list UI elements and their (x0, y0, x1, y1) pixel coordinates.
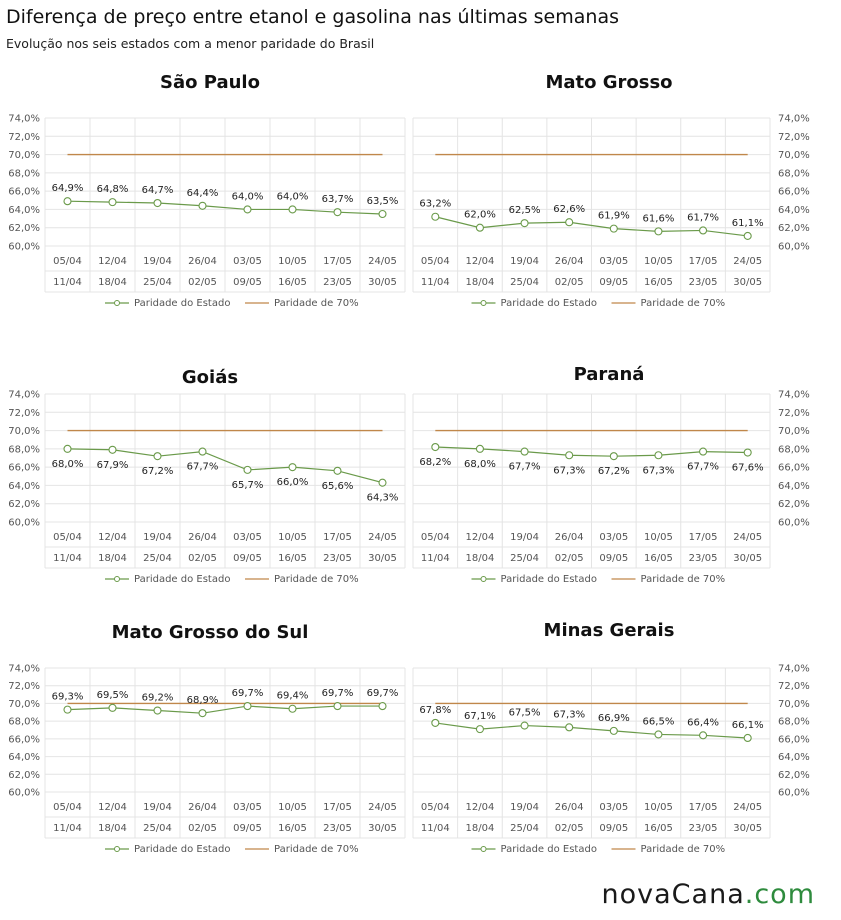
y-tick-label: 62,0% (8, 223, 40, 235)
data-point (244, 466, 251, 473)
data-point (289, 705, 296, 712)
y-tick-label: 60,0% (8, 517, 40, 529)
legend-label-reference: Paridade de 70% (640, 298, 726, 309)
x-tick-label: 26/04 (188, 802, 217, 813)
legend-marker-state (115, 577, 120, 582)
chart-6 (413, 620, 810, 855)
x-tick-label: 26/04 (554, 802, 584, 813)
data-point (199, 710, 206, 717)
data-label: 64,4% (186, 187, 219, 199)
data-point (244, 703, 251, 710)
data-label: 69,4% (276, 690, 309, 702)
y-tick-label: 72,0% (8, 131, 40, 143)
x-tick-label: 26/04 (188, 256, 217, 267)
legend-label-reference: Paridade de 70% (640, 574, 726, 585)
data-point (432, 719, 439, 726)
chart-title: Mato Grosso (545, 72, 673, 93)
y-tick-label: 64,0% (778, 752, 810, 764)
x-tick-label: 30/05 (368, 553, 397, 564)
data-point (379, 479, 386, 486)
x-tick-label: 02/05 (554, 277, 584, 288)
data-label: 67,1% (464, 711, 496, 723)
data-point (64, 198, 71, 205)
data-label: 69,7% (366, 688, 399, 700)
data-point (334, 209, 341, 216)
x-tick-label: 12/04 (98, 532, 127, 543)
x-tick-label: 05/04 (420, 256, 450, 267)
data-point (476, 445, 483, 452)
legend-marker-state (115, 847, 120, 852)
y-tick-label: 70,0% (8, 698, 40, 710)
y-tick-label: 64,0% (778, 204, 810, 216)
data-label: 66,0% (276, 477, 309, 489)
y-tick-label: 66,0% (778, 186, 810, 198)
data-point (289, 464, 296, 471)
data-point (700, 732, 707, 739)
data-label: 65,6% (321, 480, 354, 492)
y-tick-label: 64,0% (8, 480, 40, 492)
data-point (655, 731, 662, 738)
y-tick-label: 72,0% (8, 407, 40, 419)
legend-label-state: Paridade do Estado (500, 844, 597, 855)
page-subtitle: Evolução nos seis estados com a menor paridade do Brasil (6, 36, 375, 51)
x-tick-label: 23/05 (688, 277, 718, 288)
x-tick-label: 25/04 (143, 553, 172, 564)
x-tick-label: 09/05 (233, 277, 262, 288)
chart-3 (8, 367, 405, 585)
logo-text-domain: .com (744, 879, 815, 910)
x-tick-label: 30/05 (368, 823, 397, 834)
data-label: 67,7% (508, 461, 541, 473)
y-tick-label: 66,0% (778, 462, 810, 474)
data-label: 66,1% (731, 719, 764, 731)
data-point (154, 200, 161, 207)
y-tick-label: 64,0% (778, 480, 810, 492)
data-point (109, 704, 116, 711)
data-label: 67,8% (419, 704, 452, 716)
x-tick-label: 11/04 (420, 553, 450, 564)
x-tick-label: 23/05 (323, 823, 352, 834)
y-tick-label: 74,0% (778, 663, 810, 675)
y-tick-label: 60,0% (8, 241, 40, 253)
x-tick-label: 26/04 (554, 532, 584, 543)
data-point (334, 703, 341, 710)
data-label: 61,6% (642, 213, 675, 225)
x-tick-label: 25/04 (510, 553, 539, 564)
x-tick-label: 09/05 (599, 553, 629, 564)
y-tick-label: 72,0% (8, 681, 40, 693)
brand-logo (602, 879, 815, 910)
data-point (700, 448, 707, 455)
x-tick-label: 24/05 (368, 532, 397, 543)
data-point (154, 453, 161, 460)
data-label: 67,6% (731, 462, 764, 474)
data-label: 62,0% (464, 209, 496, 221)
y-tick-label: 70,0% (778, 426, 810, 438)
x-tick-label: 24/05 (368, 256, 397, 267)
data-label: 66,5% (642, 716, 675, 728)
y-tick-label: 66,0% (8, 186, 40, 198)
data-label: 68,0% (464, 458, 496, 470)
x-tick-label: 05/04 (420, 802, 450, 813)
y-tick-label: 68,0% (8, 168, 40, 180)
data-label: 67,3% (553, 709, 586, 721)
x-tick-label: 25/04 (510, 823, 539, 834)
x-tick-label: 19/04 (143, 532, 172, 543)
x-tick-label: 17/05 (688, 256, 718, 267)
x-tick-label: 10/05 (278, 802, 307, 813)
data-point (64, 706, 71, 713)
legend-label-state: Paridade do Estado (500, 574, 597, 585)
legend-marker-state (115, 301, 120, 306)
x-tick-label: 09/05 (233, 823, 262, 834)
data-point (521, 448, 528, 455)
x-tick-label: 24/05 (733, 802, 763, 813)
x-tick-label: 02/05 (188, 823, 217, 834)
legend-marker-state (481, 301, 486, 306)
x-tick-label: 12/04 (465, 532, 495, 543)
x-tick-label: 23/05 (688, 553, 718, 564)
data-point (244, 206, 251, 213)
x-tick-label: 10/05 (278, 532, 307, 543)
x-tick-label: 03/05 (233, 802, 262, 813)
data-label: 64,9% (51, 183, 84, 195)
y-tick-label: 68,0% (8, 716, 40, 728)
data-point (655, 228, 662, 235)
y-tick-label: 62,0% (778, 769, 810, 781)
x-tick-label: 11/04 (53, 553, 82, 564)
data-label: 67,2% (597, 466, 630, 478)
data-label: 67,7% (687, 461, 719, 473)
x-tick-label: 16/05 (644, 277, 673, 288)
x-tick-label: 03/05 (599, 256, 629, 267)
data-point (476, 224, 483, 231)
y-tick-label: 62,0% (8, 769, 40, 781)
data-label: 64,0% (276, 191, 309, 203)
x-tick-label: 25/04 (143, 277, 172, 288)
x-tick-label: 16/05 (278, 553, 307, 564)
data-label: 62,5% (508, 205, 541, 217)
data-point (199, 202, 206, 209)
data-label: 69,7% (321, 688, 354, 700)
data-label: 68,9% (186, 695, 219, 707)
y-tick-label: 74,0% (778, 389, 810, 401)
y-tick-label: 70,0% (8, 150, 40, 162)
x-tick-label: 10/05 (644, 532, 673, 543)
x-tick-label: 30/05 (368, 277, 397, 288)
data-label: 63,2% (419, 198, 452, 210)
data-point (432, 213, 439, 220)
x-tick-label: 11/04 (420, 277, 450, 288)
x-tick-label: 18/04 (98, 823, 127, 834)
data-label: 69,7% (231, 688, 264, 700)
x-tick-label: 11/04 (53, 277, 82, 288)
data-point (610, 453, 617, 460)
x-tick-label: 19/04 (143, 256, 172, 267)
x-tick-label: 25/04 (510, 277, 539, 288)
x-tick-label: 02/05 (554, 553, 584, 564)
y-tick-label: 62,0% (778, 223, 810, 235)
data-label: 63,7% (321, 194, 354, 206)
data-label: 69,2% (141, 692, 174, 704)
x-tick-label: 30/05 (733, 277, 763, 288)
data-point (610, 727, 617, 734)
data-label: 67,7% (186, 461, 219, 473)
y-tick-label: 60,0% (778, 241, 810, 253)
data-label: 61,9% (597, 210, 630, 222)
x-tick-label: 19/04 (143, 802, 172, 813)
data-point (379, 211, 386, 218)
x-tick-label: 18/04 (465, 823, 495, 834)
y-tick-label: 64,0% (8, 204, 40, 216)
y-tick-label: 70,0% (8, 426, 40, 438)
data-point (64, 445, 71, 452)
y-tick-label: 72,0% (778, 131, 810, 143)
data-label: 67,5% (508, 707, 541, 719)
data-point (109, 199, 116, 206)
data-label: 63,5% (366, 196, 399, 207)
data-point (700, 227, 707, 234)
data-label: 66,9% (597, 712, 630, 724)
legend-label-reference: Paridade de 70% (640, 844, 726, 855)
x-tick-label: 18/04 (465, 277, 495, 288)
y-tick-label: 68,0% (778, 716, 810, 728)
data-label: 62,6% (553, 204, 586, 216)
legend-marker-state (481, 847, 486, 852)
data-label: 67,2% (141, 466, 174, 478)
data-point (334, 467, 341, 474)
x-tick-label: 24/05 (733, 532, 763, 543)
y-tick-label: 62,0% (8, 499, 40, 511)
y-tick-label: 66,0% (778, 734, 810, 746)
x-tick-label: 10/05 (644, 256, 673, 267)
x-tick-label: 11/04 (53, 823, 82, 834)
y-tick-label: 68,0% (8, 444, 40, 456)
x-tick-label: 19/04 (510, 802, 539, 813)
legend-label-reference: Paridade de 70% (274, 844, 359, 855)
logo-text-main: novaCana (601, 879, 745, 910)
x-tick-label: 17/05 (323, 532, 352, 543)
data-label: 67,3% (642, 465, 675, 477)
data-label: 67,9% (96, 459, 129, 471)
data-label: 68,2% (419, 457, 452, 469)
x-tick-label: 02/05 (554, 823, 584, 834)
legend-label-reference: Paridade de 70% (274, 298, 359, 309)
chart-title: Goiás (181, 367, 239, 388)
data-point (109, 446, 116, 453)
x-tick-label: 17/05 (688, 802, 718, 813)
chart-4 (413, 364, 810, 585)
data-point (566, 452, 573, 459)
y-tick-label: 60,0% (8, 787, 40, 799)
x-tick-label: 03/05 (233, 532, 262, 543)
x-tick-label: 05/04 (53, 256, 82, 267)
x-tick-label: 05/04 (53, 802, 82, 813)
y-tick-label: 74,0% (8, 113, 40, 125)
x-tick-label: 10/05 (278, 256, 307, 267)
x-tick-label: 18/04 (98, 553, 127, 564)
x-tick-label: 12/04 (465, 802, 495, 813)
x-tick-label: 02/05 (188, 277, 217, 288)
x-tick-label: 03/05 (599, 532, 629, 543)
y-tick-label: 68,0% (778, 444, 810, 456)
y-tick-label: 74,0% (8, 663, 40, 675)
x-tick-label: 30/05 (733, 823, 763, 834)
x-tick-label: 26/04 (554, 256, 584, 267)
x-tick-label: 09/05 (599, 823, 629, 834)
data-label: 69,3% (51, 691, 84, 703)
x-tick-label: 25/04 (143, 823, 172, 834)
legend-label-reference: Paridade de 70% (274, 574, 359, 585)
x-tick-label: 16/05 (278, 277, 307, 288)
chart-title: São Paulo (160, 72, 260, 93)
data-point (744, 232, 751, 239)
data-point (744, 449, 751, 456)
data-point (566, 724, 573, 731)
chart-5 (8, 622, 405, 855)
x-tick-label: 30/05 (733, 553, 763, 564)
data-point (521, 722, 528, 729)
x-tick-label: 05/04 (420, 532, 450, 543)
y-tick-label: 60,0% (778, 517, 810, 529)
data-point (379, 703, 386, 710)
legend-marker-state (481, 577, 486, 582)
data-point (476, 726, 483, 733)
data-point (432, 444, 439, 451)
legend-label-state: Paridade do Estado (134, 574, 231, 585)
legend-label-state: Paridade do Estado (134, 844, 231, 855)
data-point (289, 206, 296, 213)
data-label: 67,3% (553, 465, 586, 477)
x-tick-label: 19/04 (510, 256, 539, 267)
x-tick-label: 09/05 (599, 277, 629, 288)
data-label: 65,7% (231, 479, 264, 491)
x-tick-label: 03/05 (599, 802, 629, 813)
y-tick-label: 66,0% (8, 462, 40, 474)
chart-title: Minas Gerais (543, 620, 675, 641)
data-label: 69,5% (96, 689, 129, 701)
data-point (199, 448, 206, 455)
x-tick-label: 23/05 (688, 823, 718, 834)
x-tick-label: 19/04 (510, 532, 539, 543)
x-tick-label: 18/04 (98, 277, 127, 288)
data-label: 61,7% (687, 212, 719, 224)
data-label: 64,8% (96, 184, 129, 196)
x-tick-label: 23/05 (323, 277, 352, 288)
data-label: 64,3% (366, 492, 399, 504)
data-point (655, 452, 662, 459)
legend-label-state: Paridade do Estado (500, 298, 597, 309)
x-tick-label: 12/04 (98, 256, 127, 267)
y-tick-label: 72,0% (778, 407, 810, 419)
y-tick-label: 70,0% (778, 698, 810, 710)
data-point (154, 707, 161, 714)
data-label: 68,0% (51, 458, 84, 470)
x-tick-label: 17/05 (688, 532, 718, 543)
x-tick-label: 10/05 (644, 802, 673, 813)
data-label: 64,7% (141, 185, 174, 197)
data-point (521, 220, 528, 227)
x-tick-label: 17/05 (323, 802, 352, 813)
x-tick-label: 16/05 (644, 823, 673, 834)
y-tick-label: 62,0% (778, 499, 810, 511)
chart-title: Paraná (573, 364, 645, 385)
y-tick-label: 74,0% (8, 389, 40, 401)
legend-label-state: Paridade do Estado (134, 298, 231, 309)
x-tick-label: 12/04 (98, 802, 127, 813)
x-tick-label: 05/04 (53, 532, 82, 543)
data-label: 61,1% (731, 217, 764, 229)
chart-title: Mato Grosso do Sul (111, 622, 309, 643)
x-tick-label: 11/04 (420, 823, 450, 834)
y-tick-label: 64,0% (8, 752, 40, 764)
data-point (744, 734, 751, 741)
x-tick-label: 12/04 (465, 256, 495, 267)
data-label: 66,4% (687, 717, 719, 729)
x-tick-label: 09/05 (233, 553, 262, 564)
y-tick-label: 74,0% (778, 113, 810, 125)
chart-1 (8, 72, 405, 309)
x-tick-label: 16/05 (644, 553, 673, 564)
data-point (610, 225, 617, 232)
x-tick-label: 02/05 (188, 553, 217, 564)
x-tick-label: 24/05 (368, 802, 397, 813)
y-tick-label: 72,0% (778, 681, 810, 693)
chart-2 (413, 72, 810, 309)
data-label: 64,0% (231, 191, 264, 203)
y-tick-label: 60,0% (778, 787, 810, 799)
x-tick-label: 24/05 (733, 256, 763, 267)
page-title: Diferença de preço entre etanol e gasolina nas últimas semanas (6, 6, 619, 28)
x-tick-label: 16/05 (278, 823, 307, 834)
x-tick-label: 17/05 (323, 256, 352, 267)
y-tick-label: 68,0% (778, 168, 810, 180)
x-tick-label: 26/04 (188, 532, 217, 543)
data-point (566, 219, 573, 226)
x-tick-label: 03/05 (233, 256, 262, 267)
y-tick-label: 66,0% (8, 734, 40, 746)
x-tick-label: 23/05 (323, 553, 352, 564)
x-tick-label: 18/04 (465, 553, 495, 564)
y-tick-label: 70,0% (778, 150, 810, 162)
